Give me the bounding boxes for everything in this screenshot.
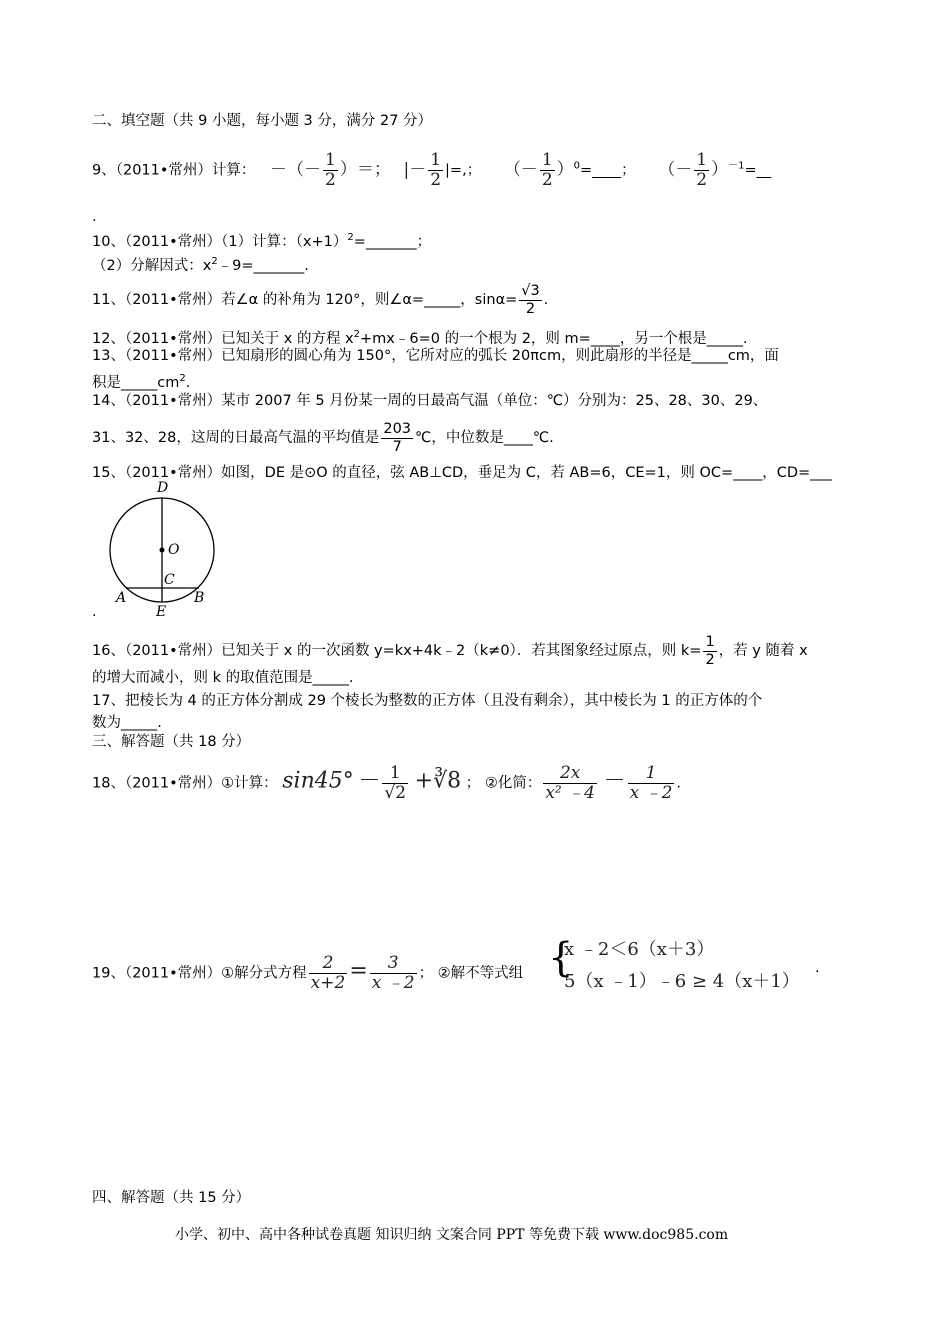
q9-blank3: =____；	[580, 162, 636, 179]
q9-expr3-exp: 0	[573, 160, 581, 172]
question-16-line1: 16、（2011•常州）已知关于 x 的一次函数 y=kx+4k﹣2（k≠0）．若其图象经过原点，则 k= $\frac{1}{2}$ ，若 y 随着 x	[92, 634, 808, 668]
q9-frac3: $\frac{1}{2}$	[541, 150, 553, 190]
q9-frac1: $\frac{1}{2}$	[325, 150, 336, 190]
q18-frac1: $\frac{1}{√2}$	[384, 763, 407, 803]
question-19: 19、（2011•常州）①解分式方程 $\frac{2}{x+2}$ = $\frac{3}{x ﹣2}$ ； ②解不等式组	[92, 953, 524, 993]
q15-end: .	[92, 604, 97, 620]
section-3-heading: 三、解答题（共 18 分）	[92, 734, 251, 750]
q14-frac: $\frac{203}{7}$	[383, 421, 412, 455]
q18-frac3: $\frac{1}{x ﹣2}$	[629, 763, 673, 803]
q9-expr2-tail: |=,；	[445, 162, 482, 179]
center-point	[160, 548, 165, 553]
q16-frac: $\frac{1}{2}$	[705, 634, 715, 668]
question-14-line2: 31、32、28，这周的日最高气温的平均值是 $\frac{203}{7}$ ℃，中位数是____℃.	[92, 421, 554, 455]
question-13-line2: 积是$\_\_\_\_\_cm^2$.	[92, 373, 191, 391]
label-e: E	[156, 604, 167, 618]
question-15: 15、（2011•常州）如图，DE 是⊙O 的直径，弦 AB⊥CD，垂足为 C，若 AB=6，CE=1，则 OC=____，CD=___	[92, 465, 832, 481]
q11-frac: $\frac{√3}{2}$	[521, 283, 540, 317]
q9-frac2: $\frac{1}{2}$	[430, 150, 442, 190]
q19-end: .	[815, 960, 820, 976]
q9-expr2-head: |－	[403, 159, 427, 180]
q19-brace: {	[548, 935, 574, 981]
q9-expr4-tail: ）	[711, 159, 729, 180]
question-16-line2: 的增大而减小，则 k 的取值范围是_____.	[92, 670, 354, 686]
q9-expr3-tail: ）	[556, 159, 574, 180]
q18-sin: sin45°	[282, 768, 354, 794]
q9-expr4-exp: －1	[728, 160, 745, 172]
q18-cuberoot: ∛8	[433, 768, 462, 794]
question-12: 12、（2011•常州）已知关于 x 的方程 $x^2+mx﹣6=0$ 的一个根为 2，则 m=____，另一个根是_____.	[92, 329, 748, 347]
q9-expr4-head: （－	[658, 159, 693, 180]
section-2-heading: 二、填空题（共 9 小题，每小题 3 分，满分 27 分）	[92, 113, 433, 129]
question-10-line2: （2）分解因式：$x^2﹣9=\_\_\_\_\_\_\_$.	[92, 256, 309, 274]
label-c: C	[164, 572, 175, 588]
q9-frac4: $\frac{1}{2}$	[696, 150, 708, 190]
question-9	[92, 152, 771, 189]
q19-inequality-1: x ﹣2＜6（x＋3）	[564, 939, 715, 960]
q18-frac2: $\frac{2x}{\text{x² ﹣4}}$	[545, 763, 595, 803]
q19-frac2: $\frac{3}{x ﹣2}$	[371, 953, 415, 993]
label-d: D	[157, 480, 169, 496]
q9-prefix: 9、（2011•常州）计算：	[92, 162, 256, 179]
question-17-line2: 数为_____.	[92, 715, 162, 731]
footer: 小学、初中、高中各种试卷真题 知识归纳 文案合同 PPT 等免费下载 www.doc985.com	[175, 1227, 729, 1243]
circle-diagram	[100, 478, 230, 618]
question-13-line1: 13、（2011•常州）已知扇形的圆心角为 150°，它所对应的弧长 20πcm，则此扇形的半径是_____cm，面	[92, 348, 779, 364]
q9-blank4: =__	[744, 162, 772, 179]
question-10-line1: 10、（2011•常州）（1）计算：$(x+1)^2=\_\_\_\_\_\_\_$；	[92, 232, 432, 250]
question-18: 18、（2011•常州）①计算： sin45° － $\frac{1}{√2}$ +∛8 ； ②化简： $\frac{2x}{\text{x² ﹣4}}$ － $\frac{1}{x ﹣2}$ .	[92, 763, 681, 803]
q9-expr1-tail: ）＝；	[339, 159, 391, 180]
q9-expr1-head: －（－	[270, 159, 322, 180]
label-b: B	[194, 590, 205, 606]
question-14-line1: 14、（2011•常州）某市 2007 年 5 月份某一周的日最高气温（单位：℃）分别为：25、28、30、29、	[92, 393, 768, 409]
label-a: A	[116, 590, 127, 606]
label-o: O	[168, 542, 180, 558]
q9-end: .	[92, 209, 97, 225]
q9-expr3-head: （－	[503, 159, 538, 180]
section-4-heading: 四、解答题（共 15 分）	[92, 1190, 251, 1206]
question-17-line1: 17、把棱长为 4 的正方体分割成 29 个棱长为整数的正方体（且没有剩余），其中棱长为 1 的正方体的个	[92, 693, 763, 709]
q19-frac1: $\frac{2}{x+2}$	[310, 953, 346, 993]
question-11: 11、（2011•常州）若∠α 的补角为 120°，则∠α=_____，sinα= $\frac{√3}{2}$ .	[92, 283, 549, 317]
q19-inequality-2: 5（x ﹣1）﹣6 ≥ 4（x＋1）	[564, 971, 800, 992]
